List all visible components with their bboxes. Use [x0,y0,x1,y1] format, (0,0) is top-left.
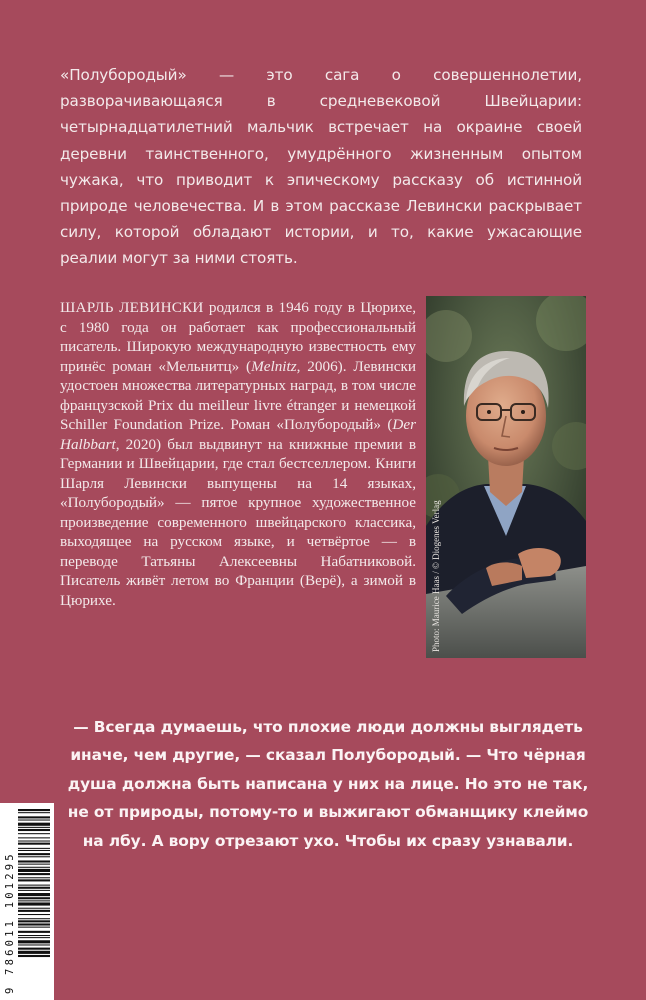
barcode-bar [18,820,50,821]
barcode-bar [18,867,50,868]
barcode-bar [18,827,50,828]
barcode-bar [18,829,50,831]
barcode-bar [18,948,50,950]
barcode-bar [18,837,50,838]
bio-text-part-1: родился в 1946 году в Цюрихе, с 1980 года он работает как профессиональный писатель. Широкую международную известность ему принёс роман «Мельнитц» ( [60,299,416,375]
barcode-bar [18,918,50,919]
barcode-bar [18,931,50,933]
barcode-bar [18,893,50,896]
barcode-bar [18,927,50,928]
barcode-bar [18,951,50,954]
barcode-bar [18,848,50,849]
barcode-bar [18,955,50,957]
halbbart-original-title: Der Halbbart [60,416,416,453]
barcode-bar [18,940,50,943]
barcode-bar [18,879,50,881]
bio-text-part-2: , 2006). Левински удостоен множества литературных наград, в том числе французской Prix du meilleur livre étranger и немецкой Schiller Foundation Prize. Роман «Полубородый» ( [60,357,416,433]
barcode-bar [18,864,50,865]
barcode-bar [18,890,50,891]
barcode-bar [18,833,50,834]
barcode-bar [18,902,50,905]
barcode-bar [18,935,50,936]
barcode-bar [18,843,50,845]
barcode-bar [18,853,50,855]
barcode-bar [18,877,50,878]
isbn-digits: 9 786011 101295 [4,851,16,994]
author-name: ШАРЛЬ ЛЕВИНСКИ [60,299,204,316]
barcode-bar [18,923,50,925]
melnitz-original-title: Melnitz [251,357,297,375]
barcode-bar [18,809,50,811]
barcode-bar [18,869,50,872]
barcode-bar [18,908,50,909]
author-bio [60,298,416,610]
barcode-bar [18,816,50,818]
barcode-bar [18,897,50,899]
barcode-bar [18,841,50,842]
barcode-bar [18,920,50,922]
barcode-bar [18,856,50,857]
author-photo [426,296,586,658]
barcode-bar [18,887,50,889]
barcode-bar [18,910,50,912]
barcode-bar [18,900,50,901]
excerpt-quote: — Всегда думаешь, что плохие люди должны выглядеть иначе, чем другие, — сказал Полубородый. — Что чёрная душа должна быть написана у них на лице. Но это не так, не от природы, потому-то и выжигают обманщику клеймо на лбу. А вору отрезают ухо. Чтобы их сразу узнавали. [67,718,589,850]
bio-text-part-3: , 2020) был выдвинут на книжные премии в Германии и Швейцарии, где стал бестселлером. Книги Шарля Левински выпущены на 14 языках, «Полубородый» — пятое крупное художественное произведение современного швейцарского классика, выходящее на русском языке, и четвёртое — в переводе Татьяны Алексеевны Набатниковой. Писатель живёт летом во Франции (Верё), а зимой в Цюрихе. [60,435,416,609]
barcode-bar [18,937,50,938]
barcode-bar [18,914,50,915]
barcode-bar [18,823,50,826]
barcode-bar [18,873,50,875]
barcode-bar [18,944,50,945]
barcode-bar [18,850,50,851]
barcode-bar [18,812,50,813]
barcode-bar [18,885,50,886]
book-summary: «Полубородый» — это сага о совершеннолетии, разворачивающаяся в средневековой Швейцарии: четырнадцатилетний мальчик встречает на окраине своей деревни таинственного, умудрённого жизненным опытом чужака, что приводит к эпическому рассказу об истинной природе человечества. И в этом рассказе Левински раскрывает силу, которой обладают истории, и то, какие ужасающие реалии могут за ними стоять. [60,66,582,268]
photo-credit: Photo: Maurice Haas / © Diogenes Verlag [431,500,441,652]
barcode-bar [18,860,50,862]
